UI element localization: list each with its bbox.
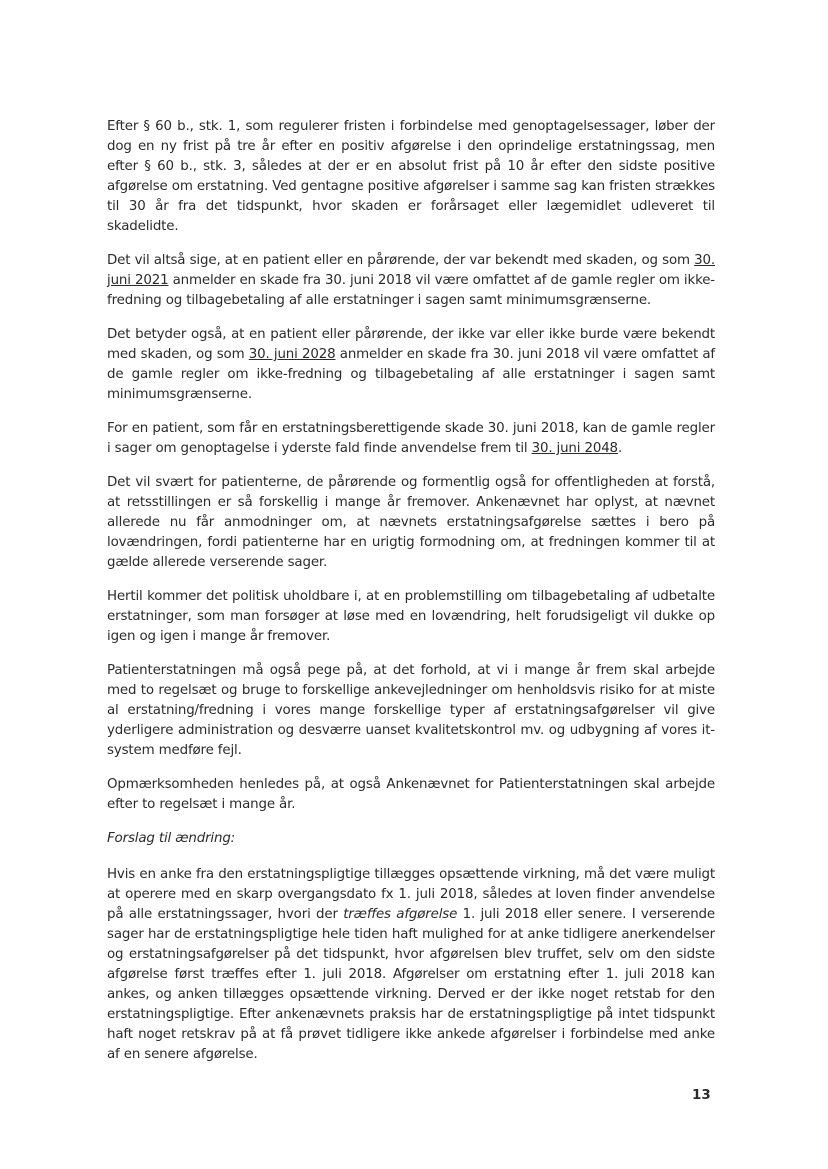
paragraph-deadline-rules: Efter § 60 b., stk. 1, som regulerer fristen i forbindelse med genoptagelsessager, løber der dog en ny frist på tre år efter en positiv afgørelse i den oprindelige erstatningssag, men efter § 60 b., stk. 3, således at der er en absolut frist på 10 år efter den sidste positive afgørelse om erstatning. Ved gentagne positive afgørelser i samme sag kan fristen strækkes til 30 år fra det tidspunkt, hvor skaden er forårsaget eller lægemidlet udleveret til skadelidte. [107, 119, 715, 234]
underlined-date: 30. juni 2021 [107, 253, 715, 288]
document-body [107, 117, 715, 1079]
italic-phrase: træffes afgørelse [343, 907, 458, 922]
paragraph-proposal [107, 865, 715, 1065]
underlined-date: 30. juni 2028 [248, 347, 336, 362]
paragraph-known-injury [107, 251, 715, 311]
paragraph-appeals-board: Opmærksomheden henledes på, at også Ankenævnet for Patienterstatningen skal arbejde efter to regelsæt i mange år. [107, 777, 715, 812]
paragraph-text: 1. juli 2018 eller senere. I verserende sager har de erstatningspligtige hele tiden haft mulighed for at anke tidligere anerkendelser og erstatningsafgørelser på det tidspunkt, hvor afgørelsen blev truffet, selv om den sidste afgørelse først træffes efter 1. juli 2018. Afgørelser om erstatning efter 1. juli 2018 kan ankes, og anken tillægges opsættende virkning. Derved er der ikke noget retstab for den erstatningspligtige. Efter ankenævnets praksis har de erstatningspligtige på intet tidspunkt haft noget retskrav på at få prøvet tidligere ikke ankede afgørelser i forbindelse med anke af en senere afgørelse. [107, 907, 715, 1062]
section-heading: Forslag til ændring: [107, 831, 236, 846]
page-number: 13 [692, 1088, 711, 1103]
paragraph-public-understanding: Det vil svært for patienterne, de pårørende og formentlig også for offentligheden at forstå, at retsstillingen er så forskellig i mange år fremover. Ankenævnet har oplyst, at nævnet allerede nu får anmodninger om, at nævnets erstatningsafgørelse sættes i bero på lovændringen, fordi patienterne har en urigtig formodning om, at fredningen kommer til at gælde allerede verserende sager. [107, 475, 715, 570]
paragraph-text: . [617, 441, 623, 456]
paragraph-text: Det vil altså sige, at en patient eller en pårørende, der var bekendt med skaden, og som [107, 253, 695, 268]
paragraph-political-issue: Hertil kommer det politisk uholdbare i, at en problemstilling om tilbagebetaling af udbetalte erstatninger, som man forsøger at løse med en lovændring, helt forudsigeligt vil dukke op igen og igen i mange år fremover. [107, 589, 715, 644]
paragraph-text: For en patient, som får en erstatningsberettigende skade 30. juni 2018, kan de gamle regler i sager om genoptagelse i yderste fald finde anvendelse frem til [107, 421, 715, 456]
paragraph-text: Hvis en anke fra den erstatningspligtige tillægges opsættende virkning, må det være muligt at operere med en skarp overgangsdato fx 1. juli 2018, således at loven finder anvendelse på alle erstatningssager, hvori der [107, 867, 715, 922]
paragraph-text: anmelder en skade fra 30. juni 2018 vil være omfattet af de gamle regler om ikke-fredning og tilbagebetaling af alle erstatninger i sagen samt minimumsgrænserne. [107, 273, 715, 308]
paragraph-unknown-injury [107, 325, 715, 405]
paragraph-text: Det betyder også, at en patient eller pårørende, der ikke var eller ikke burde være bekendt med skaden, og som [107, 327, 715, 362]
paragraph-administration: Patienterstatningen må også pege på, at det forhold, at vi i mange år frem skal arbejde med to regelsæt og bruge to forskellige ankevejledninger om henholdsvis risiko for at miste al erstatning/fredning i vores mange forskellige typer af erstatningsafgørelser vil give yderligere administration og desværre uanset kvalitetskontrol mv. og udbygning af vores it-system medføre fejl. [107, 663, 715, 758]
underlined-date: 30. juni 2048 [531, 441, 618, 456]
paragraph-text: anmelder en skade fra 30. juni 2018 vil være omfattet af de gamle regler om ikke-fredning og tilbagebetaling af alle erstatninger i sagen samt minimumsgrænserne. [107, 347, 715, 402]
paragraph-reopening-cases [107, 419, 715, 459]
